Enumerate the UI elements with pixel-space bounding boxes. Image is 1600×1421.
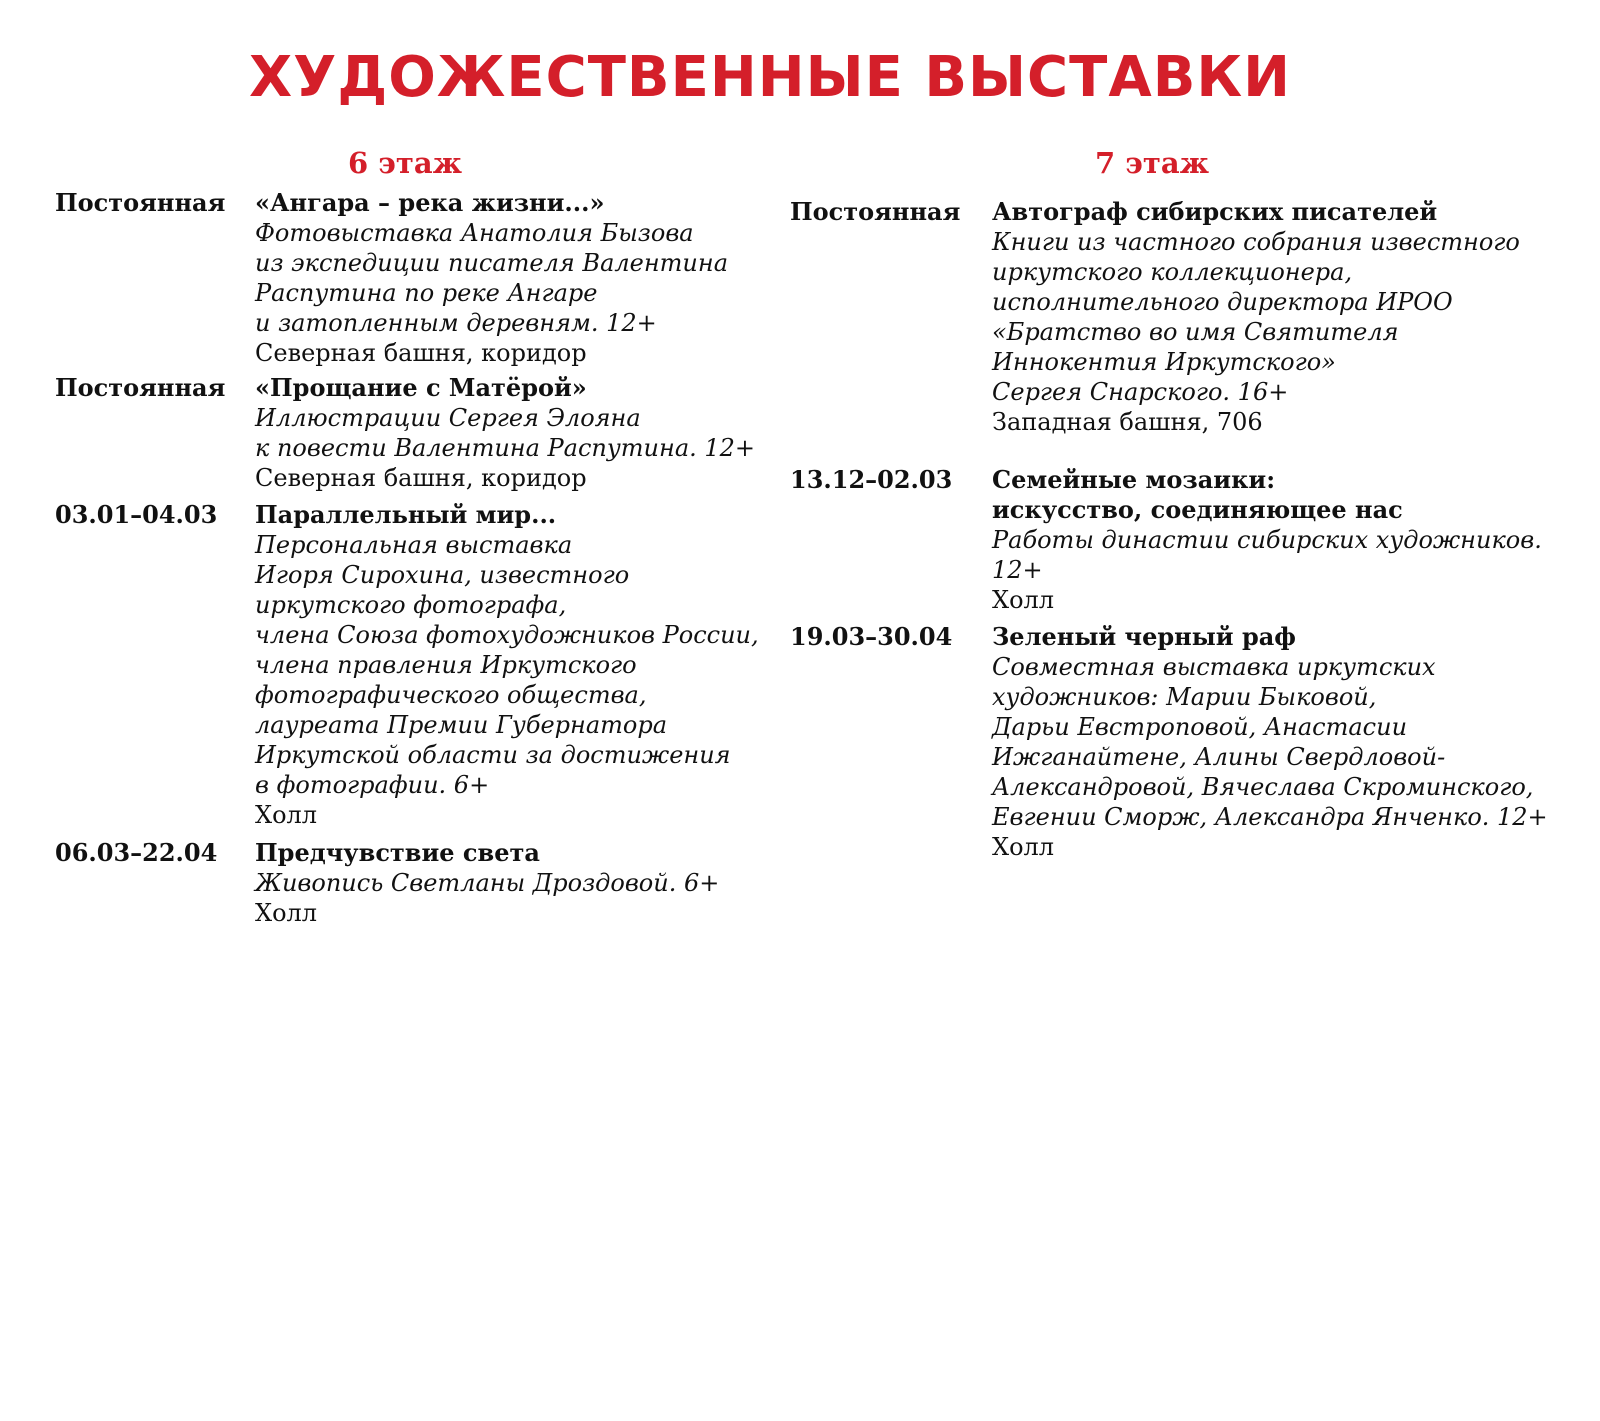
page-title: ХУДОЖЕСТВЕННЫЕ ВЫСТАВКИ — [248, 45, 1292, 110]
exhibition-body — [255, 500, 815, 830]
exhibition-body — [255, 838, 815, 928]
exhibition-description-line: Евгении Сморж, Александра Янченко. 12+ — [992, 803, 1548, 831]
exhibition-location: Западная башня, 706 — [992, 408, 1263, 436]
exhibition-description-line: из экспедиции писателя Валентина — [255, 249, 729, 277]
exhibition-date: 19.03–30.04 — [790, 622, 953, 651]
exhibition-body — [255, 188, 815, 368]
exhibition-description-line: лауреата Премии Губернатора — [255, 711, 668, 739]
exhibition-entry — [790, 197, 1550, 437]
exhibition-description-line: иркутского фотографа, — [255, 591, 567, 619]
exhibition-description-line: члена Союза фотохудожников России, — [255, 621, 759, 649]
exhibition-description-line: Иркутской области за достижения — [255, 741, 731, 769]
exhibition-entry — [55, 188, 815, 368]
exhibition-date: Постоянная — [55, 373, 226, 402]
exhibition-description-line: Александровой, Вячеслава Скроминского, — [992, 773, 1534, 801]
exhibition-description-line: Персональная выставка — [255, 531, 573, 559]
exhibition-entry — [790, 465, 1550, 615]
exhibition-description-line: Книги из частного собрания известного — [992, 228, 1520, 256]
exhibition-description-line: и затопленным деревням. 12+ — [255, 309, 657, 337]
exhibition-location: Холл — [255, 899, 318, 927]
exhibition-description-line: Иллюстрации Сергея Элояна — [255, 404, 641, 432]
exhibition-entry — [790, 622, 1550, 862]
exhibition-description-line: в фотографии. 6+ — [255, 771, 490, 799]
exhibition-date: Постоянная — [55, 188, 226, 217]
exhibition-title: Параллельный мир... — [255, 500, 557, 529]
exhibition-location: Северная башня, коридор — [255, 339, 587, 367]
floor-7-heading: 7 этаж — [1095, 146, 1209, 180]
floor-7-column — [790, 197, 1550, 862]
exhibition-description-line: Живопись Светланы Дроздовой. 6+ — [255, 869, 720, 897]
exhibition-entry — [55, 500, 815, 830]
exhibition-description-line: члена правления Иркутского — [255, 651, 637, 679]
exhibition-date: 03.01–04.03 — [55, 500, 218, 529]
exhibition-entry — [55, 838, 815, 928]
exhibition-description-line: Совместная выставка иркутских — [992, 653, 1436, 681]
exhibition-description-line: художников: Марии Быковой, — [992, 683, 1377, 711]
exhibition-description-line: иркутского коллекционера, — [992, 258, 1353, 286]
exhibition-description-line: фотографического общества, — [255, 681, 647, 709]
exhibition-description-line: Фотовыставка Анатолия Бызова — [255, 219, 694, 247]
exhibition-description-line: Игоря Сирохина, известного — [255, 561, 630, 589]
floor-6-column — [55, 188, 815, 928]
exhibition-description-line: Ижганайтене, Алины Свердловой- — [992, 743, 1446, 771]
exhibition-entry — [55, 373, 815, 493]
exhibition-description-line: Сергея Снарского. 16+ — [992, 378, 1289, 406]
exhibition-body — [255, 373, 815, 493]
exhibition-title: Семейные мозаики: — [992, 465, 1276, 494]
exhibition-description-line: к повести Валентина Распутина. 12+ — [255, 434, 756, 462]
exhibition-location: Северная башня, коридор — [255, 464, 587, 492]
exhibition-location: Холл — [255, 801, 318, 829]
exhibition-body — [992, 622, 1550, 862]
exhibition-title: «Ангара – река жизни...» — [255, 188, 605, 217]
exhibition-date: Постоянная — [790, 197, 961, 226]
exhibition-title: Автограф сибирских писателей — [992, 197, 1438, 226]
exhibition-description-line: 12+ — [992, 556, 1043, 584]
exhibition-location: Холл — [992, 833, 1055, 861]
exhibition-date: 06.03–22.04 — [55, 838, 218, 867]
exhibition-body — [992, 197, 1550, 437]
exhibition-title: «Прощание с Матёрой» — [255, 373, 587, 402]
exhibition-description-line: «Братство во имя Святителя — [992, 318, 1399, 346]
exhibition-body — [992, 465, 1550, 615]
exhibition-location: Холл — [992, 586, 1055, 614]
exhibition-description-line: Распутина по реке Ангаре — [255, 279, 598, 307]
exhibition-date: 13.12–02.03 — [790, 465, 953, 494]
exhibition-description-line: Иннокентия Иркутского» — [992, 348, 1336, 376]
exhibition-description-line: Дарьи Евстроповой, Анастасии — [992, 713, 1408, 741]
exhibition-title: Предчувствие света — [255, 838, 540, 867]
exhibition-title: искусство, соединяющее нас — [992, 495, 1403, 524]
exhibition-description-line: Работы династии сибирских художников. — [992, 526, 1542, 554]
exhibition-title: Зеленый черный раф — [992, 622, 1296, 651]
floor-6-heading: 6 этаж — [348, 146, 462, 180]
exhibition-description-line: исполнительного директора ИРОО — [992, 288, 1453, 316]
